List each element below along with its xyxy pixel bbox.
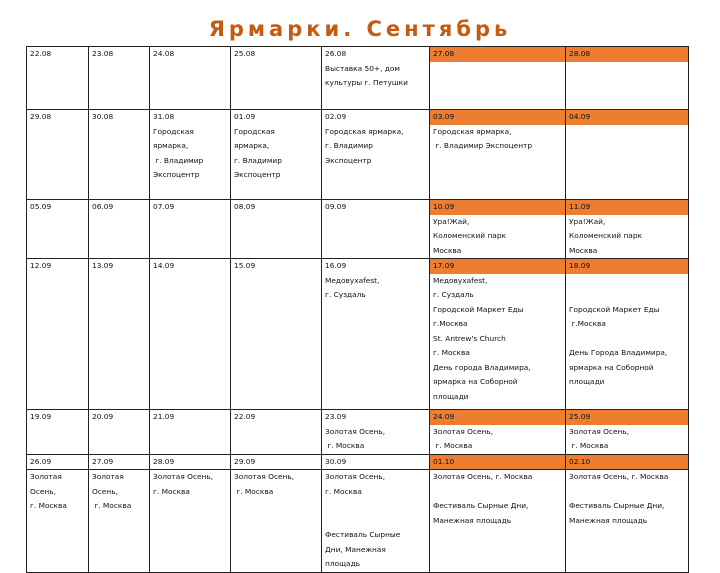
day-cell bbox=[150, 110, 231, 200]
day-cell bbox=[27, 470, 89, 573]
day-cell bbox=[566, 410, 689, 455]
day-cell bbox=[27, 259, 89, 410]
date-label: 22.09 bbox=[234, 412, 256, 421]
date-label: 12.09 bbox=[30, 261, 52, 270]
date-label: 28.08 bbox=[566, 47, 688, 62]
day-cell bbox=[231, 110, 322, 200]
day-cell bbox=[430, 259, 566, 410]
day-cell bbox=[231, 200, 322, 259]
date-label: 28.09 bbox=[153, 456, 175, 466]
date-label: 30.08 bbox=[92, 112, 114, 121]
day-cell bbox=[430, 47, 566, 110]
date-label: 11.09 bbox=[566, 200, 688, 215]
date-label: 09.09 bbox=[325, 202, 347, 211]
event-text: Городская ярмарка, г. Владимир Экспоцентр bbox=[433, 126, 533, 150]
day-cell bbox=[322, 200, 430, 259]
day-cell bbox=[150, 454, 231, 470]
date-label: 27.09 bbox=[92, 456, 114, 466]
day-cell bbox=[150, 47, 231, 110]
day-cell bbox=[231, 410, 322, 455]
date-label: 26.08 bbox=[325, 49, 347, 58]
day-cell bbox=[566, 470, 689, 573]
event-text: Городская ярмарка, г. Владимир Экспоцентр bbox=[153, 126, 204, 179]
date-label: 02.09 bbox=[325, 112, 347, 121]
day-cell bbox=[322, 410, 430, 455]
event-text: Золотая Осень, г. Москва Фестиваль Сырные Дни, Манежная площадь bbox=[433, 472, 533, 525]
date-label: 29.08 bbox=[30, 112, 52, 121]
event-text: Городской Маркет Еды г.Москва День Города Владимира, ярмарка на Соборной площади bbox=[569, 304, 668, 386]
event-text: Золотая Осень, г. Москва bbox=[234, 472, 295, 496]
date-label: 23.08 bbox=[92, 49, 114, 58]
date-label: 21.09 bbox=[153, 412, 175, 421]
date-label: 14.09 bbox=[153, 261, 175, 270]
week-row bbox=[27, 454, 689, 470]
day-cell bbox=[27, 200, 89, 259]
day-cell bbox=[430, 454, 566, 470]
page-title: Ярмарки. Сентябрь bbox=[208, 17, 512, 41]
day-cell bbox=[231, 47, 322, 110]
event-text: Золотая Осень, г. Москва bbox=[569, 426, 630, 450]
day-cell bbox=[430, 110, 566, 200]
date-label: 23.09 bbox=[325, 412, 347, 421]
date-label: 07.09 bbox=[153, 202, 175, 211]
day-cell bbox=[27, 110, 89, 200]
date-label: 10.09 bbox=[430, 200, 565, 215]
date-label: 24.08 bbox=[153, 49, 175, 58]
date-label: 30.09 bbox=[325, 456, 347, 466]
week-row bbox=[27, 259, 689, 410]
event-text: Медовухаfest, г. Суздаль bbox=[325, 275, 380, 299]
date-label: 27.08 bbox=[430, 47, 565, 62]
date-label: 22.08 bbox=[30, 49, 52, 58]
date-label: 05.09 bbox=[30, 202, 52, 211]
event-text: Ура!Жай, Коломенский парк Москва bbox=[569, 216, 642, 255]
event-text: Городская ярмарка, г. Владимир Экспоцентр bbox=[234, 126, 282, 179]
date-label: 25.09 bbox=[566, 410, 688, 425]
event-text: Золотая Осень, г. Москва bbox=[325, 426, 386, 450]
date-label: 26.09 bbox=[30, 456, 52, 466]
day-cell bbox=[89, 259, 150, 410]
day-cell bbox=[430, 410, 566, 455]
date-label: 31.08 bbox=[153, 112, 175, 121]
date-label: 01.10 bbox=[430, 455, 565, 470]
day-cell bbox=[566, 259, 689, 410]
day-cell bbox=[231, 470, 322, 573]
event-text: Ура!Жай, Коломенский парк Москва bbox=[433, 216, 506, 255]
event-text: Медовухаfest, г. Суздаль Городской Маркет Еды г.Москва St. Antrew's Church г. Москва День города Владимира, ярмарка на Соборной площади bbox=[433, 275, 531, 401]
week-row bbox=[27, 200, 689, 259]
date-label: 03.09 bbox=[430, 110, 565, 125]
day-cell bbox=[27, 454, 89, 470]
event-text: Городская ярмарка, г. Владимир Экспоцентр bbox=[325, 126, 404, 165]
day-cell bbox=[150, 259, 231, 410]
day-cell bbox=[566, 454, 689, 470]
date-label: 13.09 bbox=[92, 261, 114, 270]
day-cell bbox=[566, 47, 689, 110]
event-text: Золотая Осень, г. Москва Фестиваль Сырные Дни, Манежная площадь bbox=[325, 472, 401, 568]
day-cell bbox=[89, 47, 150, 110]
date-label: 15.09 bbox=[234, 261, 256, 270]
event-text: Золотая Осень, г. Москва bbox=[433, 426, 494, 450]
day-cell bbox=[89, 410, 150, 455]
date-label: 25.08 bbox=[234, 49, 256, 58]
week-row bbox=[27, 47, 689, 110]
day-cell bbox=[150, 410, 231, 455]
event-text: Золотая Осень, г. Москва bbox=[30, 472, 67, 510]
week-row bbox=[27, 470, 689, 573]
day-cell bbox=[150, 470, 231, 573]
day-cell bbox=[89, 470, 150, 573]
day-cell bbox=[89, 454, 150, 470]
day-cell bbox=[27, 47, 89, 110]
date-label: 17.09 bbox=[430, 259, 565, 274]
day-cell bbox=[322, 454, 430, 470]
week-row bbox=[27, 410, 689, 455]
day-cell bbox=[89, 200, 150, 259]
event-text: Выставка 50+, дом культуры г. Петушки bbox=[325, 63, 408, 87]
date-label: 29.09 bbox=[234, 456, 256, 466]
day-cell bbox=[430, 470, 566, 573]
date-label: 04.09 bbox=[566, 110, 688, 125]
date-label: 08.09 bbox=[234, 202, 256, 211]
date-label: 24.09 bbox=[430, 410, 565, 425]
day-cell bbox=[27, 410, 89, 455]
date-label: 20.09 bbox=[92, 412, 114, 421]
event-text: Золотая Осень, г. Москва Фестиваль Сырные Дни, Манежная площадь bbox=[569, 472, 669, 525]
day-cell bbox=[322, 470, 430, 573]
calendar-table bbox=[26, 46, 689, 573]
day-cell bbox=[322, 110, 430, 200]
day-cell bbox=[89, 110, 150, 200]
date-label: 02.10 bbox=[566, 455, 688, 470]
date-label: 06.09 bbox=[92, 202, 114, 211]
day-cell bbox=[322, 47, 430, 110]
event-text: Золотая Осень, г. Москва bbox=[92, 472, 132, 510]
date-label: 18.09 bbox=[566, 259, 688, 274]
day-cell bbox=[150, 200, 231, 259]
date-label: 19.09 bbox=[30, 412, 52, 421]
week-row bbox=[27, 110, 689, 200]
day-cell bbox=[231, 454, 322, 470]
event-text: Золотая Осень, г. Москва bbox=[153, 472, 214, 496]
day-cell bbox=[322, 259, 430, 410]
date-label: 01.09 bbox=[234, 112, 256, 121]
day-cell bbox=[231, 259, 322, 410]
day-cell bbox=[566, 200, 689, 259]
day-cell bbox=[430, 200, 566, 259]
day-cell bbox=[566, 110, 689, 200]
date-label: 16.09 bbox=[325, 261, 347, 270]
